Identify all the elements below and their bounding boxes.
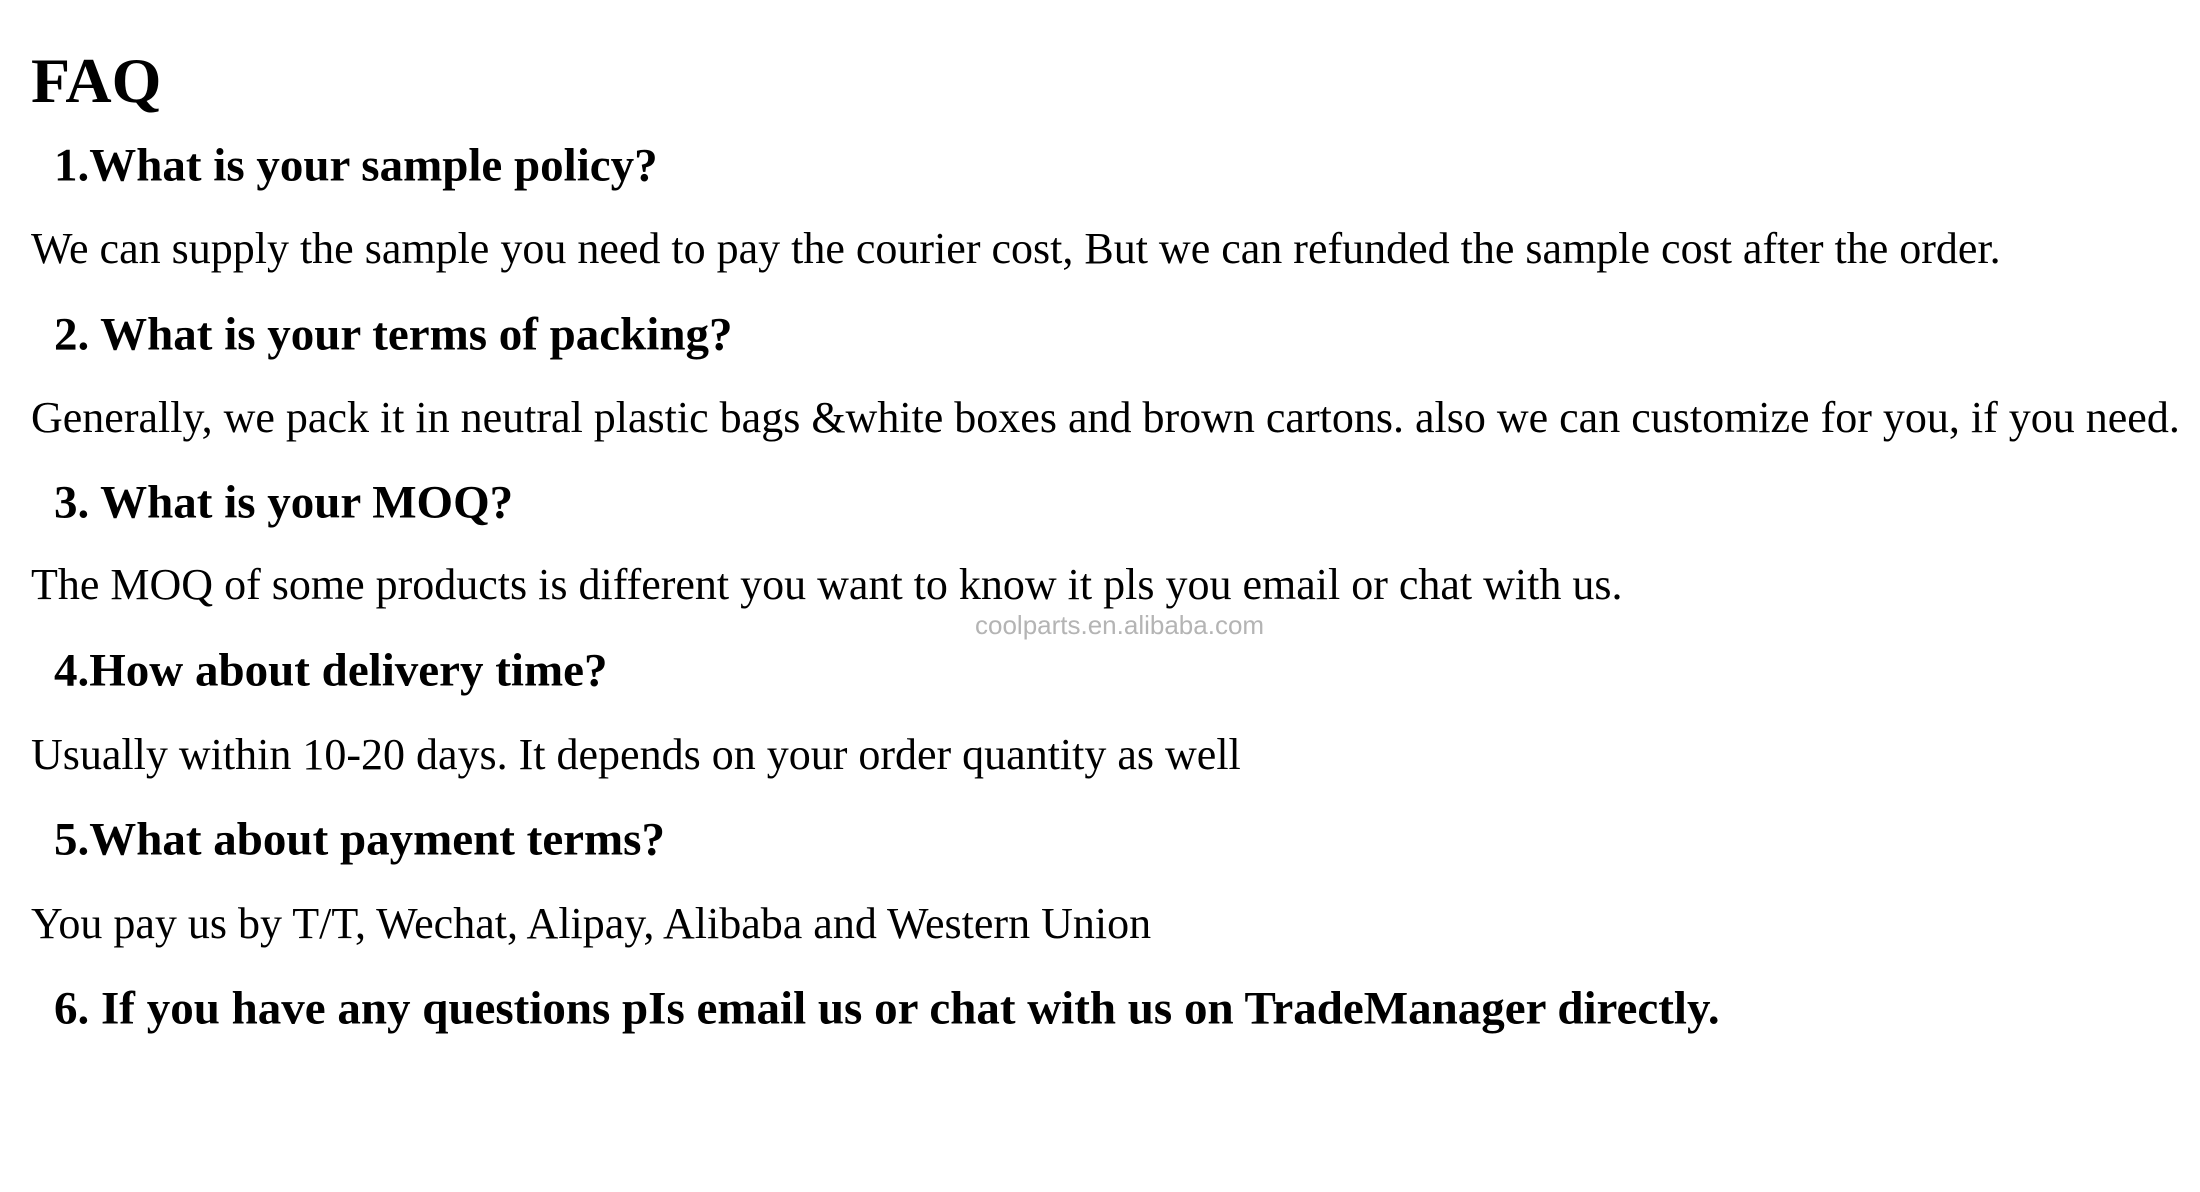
page-title: FAQ xyxy=(31,45,162,116)
faq-question-3: 3. What is your MOQ? xyxy=(54,476,514,529)
faq-answer-1: We can supply the sample you need to pay the courier cost, But we can refunded the sample cost after the order. xyxy=(31,224,2001,273)
faq-answer-4: Usually within 10-20 days. It depends on your order quantity as well xyxy=(31,730,1241,779)
faq-question-5: 5.What about payment terms? xyxy=(54,813,665,866)
faq-question-2: 2. What is your terms of packing? xyxy=(54,308,733,361)
faq-question-6: 6. If you have any questions pIs email us or chat with us on TradeManager directly. xyxy=(54,982,1720,1035)
faq-answer-2: Generally, we pack it in neutral plastic bags &white boxes and brown cartons. also we can customize for you, if you need. xyxy=(31,393,2180,442)
faq-question-1: 1.What is your sample policy? xyxy=(54,139,658,192)
faq-answer-3: The MOQ of some products is different you want to know it pls you email or chat with us. xyxy=(31,560,1623,609)
faq-answer-5: You pay us by T/T, Wechat, Alipay, Alibaba and Western Union xyxy=(31,899,1152,948)
faq-question-4: 4.How about delivery time? xyxy=(54,644,608,697)
watermark: coolparts.en.alibaba.com xyxy=(975,610,1265,640)
